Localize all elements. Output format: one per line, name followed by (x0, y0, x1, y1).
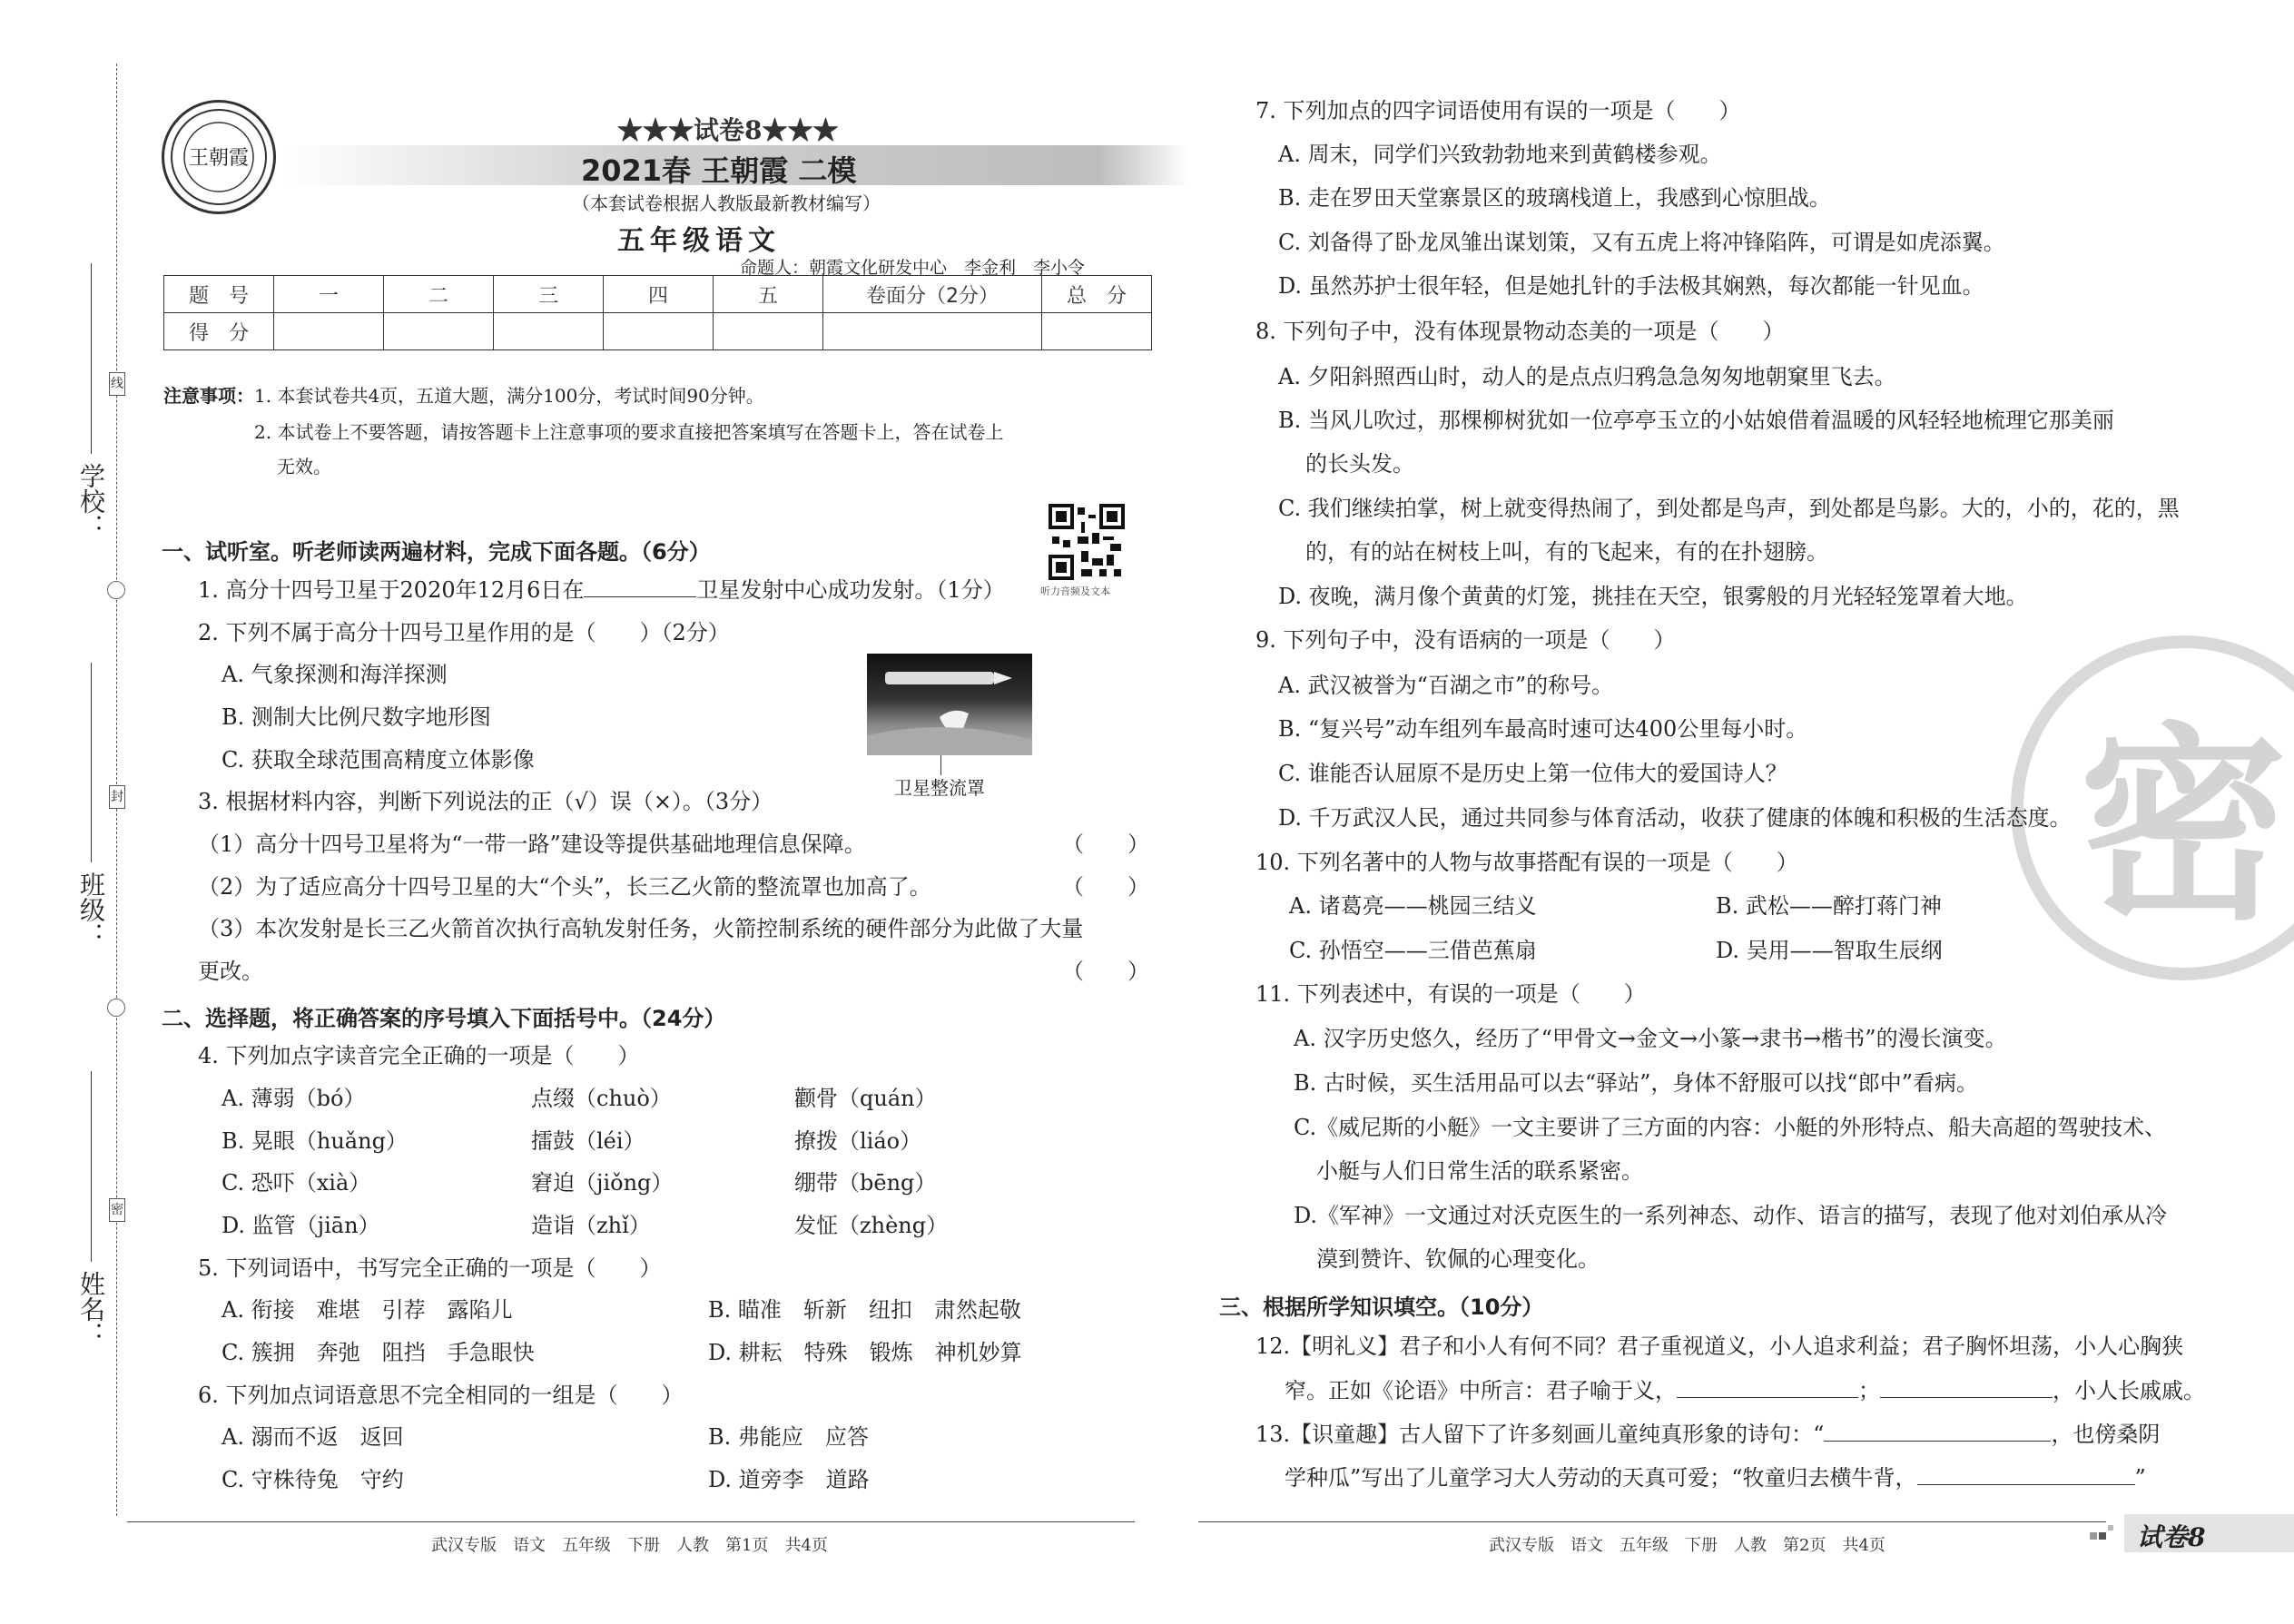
q5: 5. 下列词语中，书写完全正确的一项是（ ） (198, 1255, 662, 1281)
footer-left: 武汉专版 语文 五年级 下册 人教 第1页 共4页 (431, 1536, 828, 1555)
q1-text-b: 卫星发射中心成功发射。（1分） (696, 577, 1005, 603)
q6: 6. 下列加点词语意思不完全相同的一组是（ ） (198, 1383, 684, 1408)
authors: 命题人：朝霞文化研发中心 李金利 李小令 (740, 258, 1086, 278)
q3-item-1: （1）高分十四号卫星将为“一带一路”建设等提供基础地理信息保障。 (198, 832, 866, 857)
satellite-fairing-image (867, 654, 1032, 755)
section2-title: 二、选择题，将正确答案的序号填入下面括号中。（24分） (162, 1006, 726, 1031)
section3-title: 三、根据所学知识填空。（10分） (1219, 1294, 1544, 1320)
qr-code[interactable] (1049, 504, 1125, 580)
q11-option-d-cont: 漠到赞许、钦佩的心理变化。 (1316, 1246, 1600, 1272)
q4-b3: 撩拨（liáo） (794, 1128, 922, 1154)
q5-option-b: B. 瞄准 斩新 纽扣 肃然起敬 (708, 1297, 1021, 1323)
q2: 2. 下列不属于高分十四号卫星作用的是（ ）（2分） (198, 620, 730, 645)
q8: 8. 下列句子中，没有体现景物动态美的一项是（ ） (1255, 319, 1785, 344)
footer-rule-left (127, 1521, 1135, 1522)
notice-label: 注意事项： (163, 385, 254, 407)
binding-mark-xian: 线 (109, 372, 125, 396)
q6-option-d: D. 道旁李 道路 (708, 1467, 870, 1492)
section1-title: 一、试听室。听老师读两遍材料，完成下面各题。（6分） (162, 539, 711, 565)
notice-item: 无效。 (277, 456, 331, 477)
page-badge (2124, 1514, 2294, 1552)
q11-option-b: B. 古时候，买生活用品可以去“驿站”，身体不舒服可以找“郎中”看病。 (1294, 1070, 1978, 1096)
svg-text:王朝霞: 王朝霞 (188, 147, 250, 170)
q5-option-c: C. 簇拥 奔弛 阻挡 手急眼快 (222, 1340, 535, 1365)
q8-option-b-cont: 的长头发。 (1305, 451, 1414, 477)
q4-c2: 窘迫（jiǒng） (531, 1170, 674, 1196)
caption-pointer (940, 755, 941, 775)
q9-option-a: A. 武汉被誉为“百湖之市”的称号。 (1278, 673, 1614, 698)
q4-a3: 颧骨（quán） (794, 1086, 937, 1111)
q3: 3. 根据材料内容，判断下列说法的正（√）误（×）。（3分） (198, 789, 773, 814)
exam-title: 2021春 王朝霞 二模 (581, 153, 857, 188)
name-label: 姓名： (76, 1271, 106, 1347)
cell-col: 四 (604, 276, 714, 313)
q8-option-c: C. 我们继续拍掌，树上就变得热闹了，到处都是鸟声，到处都是鸟影。大的，小的，花的，黑 (1278, 496, 2180, 521)
q3-paren-3[interactable]: （ ） (1062, 959, 1149, 984)
q1 (198, 576, 1005, 604)
q7-option-c: C. 刘备得了卧龙凤雏出谋划策，又有五虎上将冲锋陷阵，可谓是如虎添翼。 (1278, 230, 2005, 255)
q3-item-3: （3）本次发射是长三乙火箭首次执行高轨发射任务，火箭控制系统的硬件部分为此做了大量 (198, 916, 1084, 941)
score-cell[interactable] (384, 313, 494, 350)
q11-option-d: D.《军神》一文通过对沃克医生的一系列神态、动作、语言的描写，表现了他对刘伯承从冷 (1294, 1203, 2168, 1228)
stamp-char: 密 (2078, 705, 2288, 949)
binding-mark-feng: 封 (109, 785, 125, 809)
q11-option-a: A. 汉字历史悠久，经历了“甲骨文→金文→小篆→隶书→楷书”的漫长演变。 (1294, 1026, 2007, 1051)
q9-option-c: C. 谁能否认屈原不是历史上第一位伟大的爱国诗人？ (1278, 761, 1787, 786)
q13-text-1: 13.【识童趣】古人留下了许多刻画儿童纯真形象的诗句：“ (1255, 1422, 1825, 1447)
q13-text-4: ” (2134, 1465, 2146, 1491)
q3-item-3-cont: 更改。 (198, 959, 263, 984)
q8-option-b: B. 当风儿吹过，那棵柳树犹如一位亭亭玉立的小姑娘借着温暖的风轻轻地梳理它那美丽 (1278, 408, 2114, 433)
score-cell[interactable] (1042, 313, 1152, 350)
logo-seal-icon (168, 106, 270, 208)
score-table (163, 275, 1152, 350)
q6-option-c: C. 守株待兔 守约 (222, 1467, 404, 1492)
q4-a1: A. 薄弱（bó） (222, 1086, 366, 1111)
q7-option-a: A. 周末，同学们兴致勃勃地来到黄鹤楼参观。 (1278, 142, 1722, 167)
q4-a2: 点缀（chuò） (531, 1086, 672, 1111)
class-label: 班级： (76, 871, 106, 948)
score-input-row (164, 313, 1152, 350)
q2-option-b: B. 测制大比例尺数字地形图 (222, 704, 491, 730)
q9-option-d: D. 千万武汉人民，通过共同参与体育活动，收获了健康的体魄和积极的生活态度。 (1278, 805, 2072, 831)
q13-line1 (1255, 1421, 2160, 1448)
rocket-icon (867, 654, 1032, 755)
binding-hole (107, 999, 125, 1017)
q11-option-c-cont: 小艇与人们日常生活的联系紧密。 (1316, 1158, 1643, 1184)
cell-col: 卷面分（2分） (823, 276, 1042, 313)
exam-subtitle: （本套试卷根据人教版最新教材编写） (572, 192, 881, 214)
score-cell[interactable] (274, 313, 384, 350)
name-field[interactable] (91, 1071, 92, 1262)
q12-text-2: ； (1858, 1378, 1880, 1403)
q3-item-2: （2）为了适应高分十四号卫星的大“个头”，长三乙火箭的整流罩也加高了。 (198, 874, 931, 900)
binding-mark-mi: 密 (109, 1198, 125, 1222)
cell-label: 得 分 (164, 313, 274, 350)
q13-blank-1[interactable] (1824, 1421, 2051, 1442)
q13-text-2: ，也傍桑阴 (2051, 1422, 2161, 1447)
q9-option-b: B. “复兴号”动车组列车最高时速可达400公里每小时。 (1278, 716, 1808, 742)
q7-option-d: D. 虽然苏护士很年轻，但是她扎针的手法极其娴熟，每次都能一针见血。 (1278, 273, 1984, 299)
q13-text-3: 学种瓜”写出了儿童学习大人劳动的天真可爱；“牧童归去横牛背， (1285, 1465, 1917, 1491)
footer-rule-right (1198, 1521, 2106, 1522)
q3-paren-2[interactable]: （ ） (1062, 874, 1149, 900)
q12-blank-2[interactable] (1880, 1377, 2053, 1398)
q2-option-c: C. 获取全球范围高精度立体影像 (222, 747, 535, 773)
q4-c1: C. 恐吓（xià） (222, 1170, 371, 1196)
q4-b1: B. 晃眼（huǎng） (222, 1128, 408, 1154)
q4-d1: D. 监管（jiān） (222, 1213, 380, 1238)
cell-col: 二 (384, 276, 494, 313)
q12-text-3: ，小人长戚戚。 (2053, 1378, 2205, 1403)
q4: 4. 下列加点字读音完全正确的一项是（ ） (198, 1043, 640, 1068)
q10-option-c: C. 孙悟空——三借芭蕉扇 (1289, 938, 1537, 963)
score-cell[interactable] (604, 313, 714, 350)
q6-option-a: A. 溺而不返 返回 (222, 1424, 404, 1450)
binding-hole (107, 581, 125, 599)
qr-caption: 听力音频及文本 (1040, 586, 1110, 597)
q12-text-1: 窄。正如《论语》中所言：君子喻于义， (1285, 1378, 1677, 1403)
brand-logo (162, 100, 276, 214)
cell-col: 五 (714, 276, 823, 313)
image-caption: 卫星整流罩 (894, 777, 985, 799)
q11: 11. 下列表述中，有误的一项是（ ） (1255, 981, 1646, 1007)
q5-option-d: D. 耕耘 特殊 锻炼 神机妙算 (708, 1340, 1022, 1365)
notice-item: 1. 本套试卷共4页，五道大题，满分100分，考试时间90分钟。 (254, 385, 764, 407)
q10-option-d: D. 吴用——智取生辰纲 (1716, 938, 1943, 963)
page-badge-label: 试卷8 (2137, 1522, 2206, 1552)
q6-option-b: B. 弗能应 应答 (708, 1424, 869, 1450)
qr-code-icon (1049, 504, 1125, 580)
q8-option-c-cont: 的，有的站在树枝上叫，有的飞起来，有的在扑翅膀。 (1305, 539, 1828, 565)
q10-option-a: A. 诸葛亮——桃园三结义 (1289, 893, 1537, 919)
score-cell[interactable] (494, 313, 604, 350)
q13-blank-2[interactable] (1917, 1464, 2135, 1485)
q5-option-a: A. 衔接 难堪 引荐 露陷儿 (222, 1297, 513, 1323)
q1-text-a: 1. 高分十四号卫星于2020年12月6日在 (198, 577, 585, 603)
cell-col: 总 分 (1042, 276, 1152, 313)
series-label: ★★★试卷8★★★ (617, 115, 839, 145)
cell-label: 题 号 (164, 276, 274, 313)
q10-option-b: B. 武松——醉打蒋门神 (1716, 893, 1942, 919)
score-header-row (164, 276, 1152, 313)
notice-item: 2. 本试卷上不要答题，请按答题卡上注意事项的要求直接把答案填写在答题卡上，答在试卷上 (254, 421, 1004, 443)
q4-b2: 擂鼓（léi） (531, 1128, 645, 1154)
q4-d2: 造诣（zhǐ） (531, 1213, 651, 1238)
q1-blank[interactable] (584, 576, 696, 597)
q7-option-b: B. 走在罗田天堂寨景区的玻璃栈道上，我感到心惊胆战。 (1278, 185, 1831, 211)
q12-line1: 12.【明礼义】君子和小人有何不同？君子重视道义，小人追求利益；君子胸怀坦荡，小人心胸狭 (1255, 1334, 2184, 1359)
q12-line2 (1285, 1377, 2205, 1404)
q9: 9. 下列句子中，没有语病的一项是（ ） (1255, 627, 1676, 653)
school-label: 学校： (76, 463, 106, 539)
grade-subject: 五年级语文 (617, 225, 781, 257)
q4-c3: 绷带（bēng） (794, 1170, 937, 1196)
q2-option-a: A. 气象探测和海洋探测 (222, 662, 448, 687)
q8-option-d: D. 夜晚，满月像个黄黄的灯笼，挑挂在天空，银雾般的月光轻轻笼罩着大地。 (1278, 584, 2028, 609)
q4-d3: 发怔（zhèng） (794, 1213, 949, 1238)
q8-option-a: A. 夕阳斜照西山时，动人的是点点归鸦急急匆匆地朝窠里飞去。 (1278, 364, 1896, 389)
q13-line2 (1285, 1464, 2146, 1491)
class-field[interactable] (91, 663, 92, 862)
school-field[interactable] (91, 263, 92, 454)
q12-blank-1[interactable] (1677, 1377, 1858, 1398)
q11-option-c: C.《威尼斯的小艇》一文主要讲了三方面的内容：小艇的外形特点、船夫高超的驾驶技术、 (1294, 1115, 2167, 1140)
footer-right: 武汉专版 语文 五年级 下册 人教 第2页 共4页 (1489, 1536, 1885, 1555)
badge-squares-icon (2088, 1521, 2115, 1549)
q3-paren-1[interactable]: （ ） (1062, 832, 1149, 857)
score-cell[interactable] (823, 313, 1042, 350)
q10: 10. 下列名著中的人物与故事搭配有误的一项是（ ） (1255, 850, 1798, 875)
q7: 7. 下列加点的四字词语使用有误的一项是（ ） (1255, 98, 1741, 123)
cell-col: 一 (274, 276, 384, 313)
cell-col: 三 (494, 276, 604, 313)
score-cell[interactable] (714, 313, 823, 350)
